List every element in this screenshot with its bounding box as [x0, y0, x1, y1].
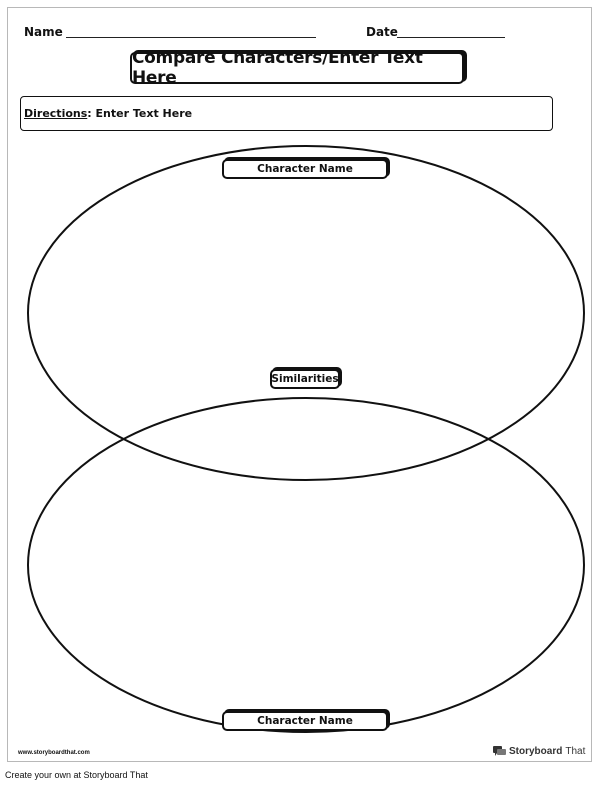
name-label: Name — [24, 25, 63, 39]
header-row — [24, 22, 564, 44]
date-label: Date — [366, 25, 398, 39]
character-name-bottom-box[interactable] — [222, 711, 388, 731]
similarities-label: Similarities — [271, 373, 339, 385]
directions-label: Directions — [24, 107, 88, 120]
directions-text: Enter Text Here — [95, 107, 193, 120]
character-name-bottom-label: Character Name — [257, 715, 353, 727]
date-field-line[interactable] — [397, 37, 505, 38]
page-title: Compare Characters/Enter Text Here — [132, 48, 423, 88]
name-field-line[interactable] — [66, 37, 316, 38]
storyboardthat-logo[interactable] — [493, 744, 585, 758]
similarities-box[interactable] — [270, 369, 340, 389]
speech-bubble-icon — [493, 746, 506, 757]
title-box[interactable] — [130, 48, 464, 88]
footer-url[interactable]: www.storyboardthat.com — [18, 750, 90, 756]
directions-separator: : — [87, 107, 92, 120]
logo-text-storyboard: Storyboard — [509, 745, 563, 757]
logo-text-that: That — [565, 745, 586, 757]
directions-box[interactable] — [20, 96, 553, 131]
character-name-top-label: Character Name — [257, 163, 353, 175]
bottom-caption[interactable]: Create your own at Storyboard That — [5, 770, 148, 780]
character-name-top-box[interactable] — [222, 159, 388, 179]
